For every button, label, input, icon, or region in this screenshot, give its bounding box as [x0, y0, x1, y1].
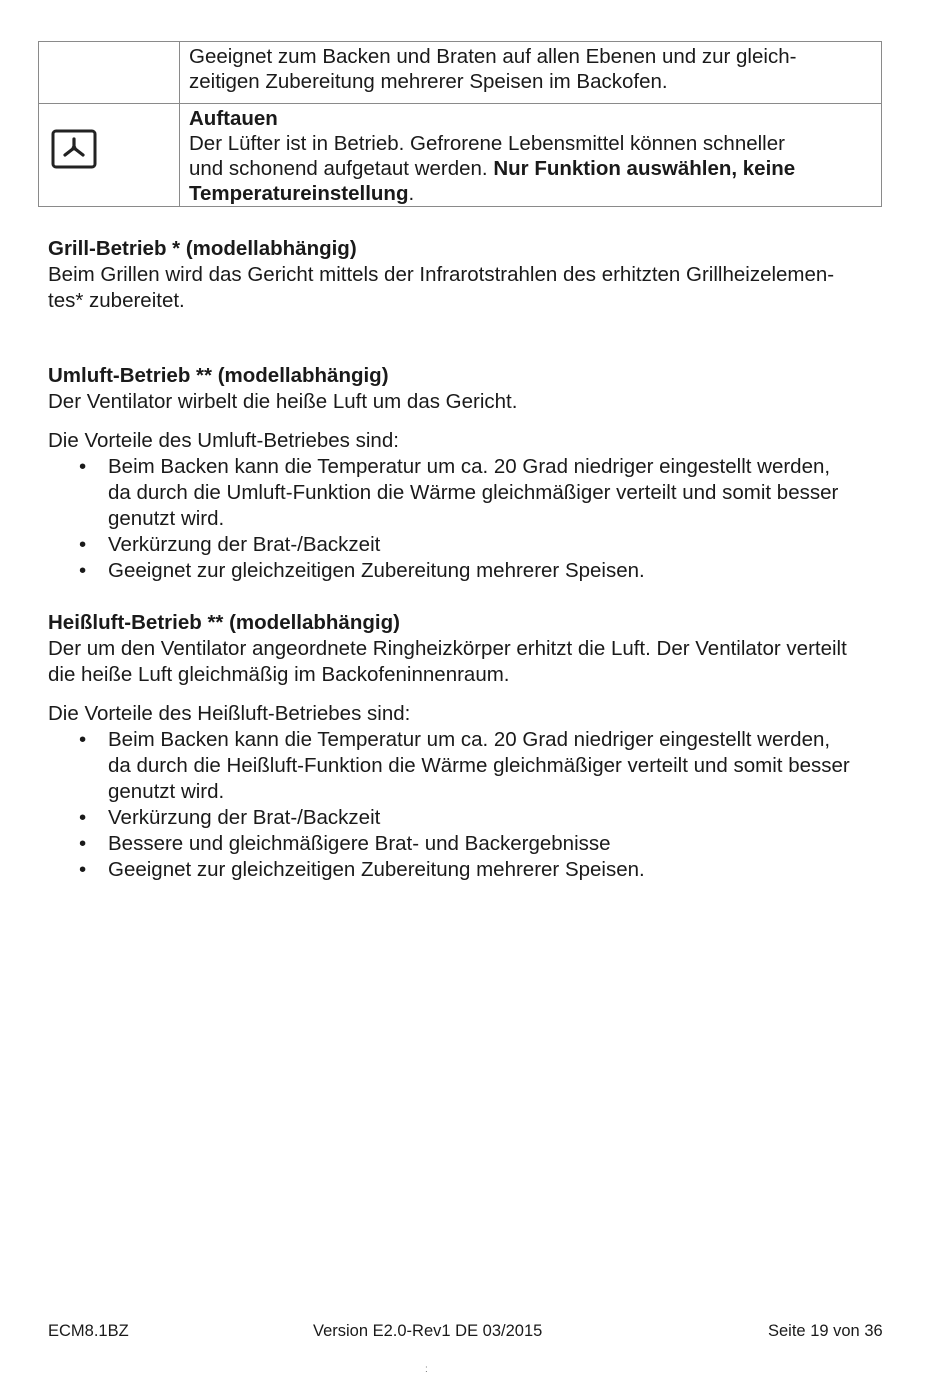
list-item: • Geeignet zur gleichzeitigen Zubereitung mehrerer Speisen.	[79, 858, 645, 881]
bullet: •	[79, 858, 87, 881]
paragraph-line: Der um den Ventilator angeordnete Ringheizkörper erhitzt die Luft. Der Ventilator verteilt	[48, 637, 847, 660]
bullet: •	[79, 455, 87, 478]
list-intro: Die Vorteile des Heißluft-Betriebes sind:	[48, 702, 411, 725]
icon-cell	[39, 104, 180, 207]
bullet: •	[79, 559, 87, 582]
icon-cell-empty	[39, 42, 180, 104]
heissluft-section	[48, 610, 913, 883]
list-item: • Geeignet zur gleichzeitigen Zubereitung mehrerer Speisen.	[79, 559, 645, 582]
row2-text: und schonend aufgetaut werden.	[189, 157, 488, 180]
umluft-section	[48, 363, 913, 584]
paragraph-line: Der Ventilator wirbelt die heiße Luft um das Gericht.	[48, 390, 518, 413]
function-table	[38, 41, 882, 207]
advantages-list	[48, 727, 913, 883]
paragraph-line: Beim Grillen wird das Gericht mittels der Infrarotstrahlen des erhitzten Grillheizelemen-	[48, 263, 835, 286]
footer-model: ECM8.1BZ	[48, 1322, 129, 1340]
row1-line: Geeignet zum Backen und Braten auf allen Ebenen und zur gleich-	[189, 45, 797, 68]
footer-version: Version E2.0-Rev1 DE 03/2015	[313, 1322, 543, 1340]
table-row	[39, 104, 882, 207]
row2-text: Der Lüfter ist in Betrieb. Gefrorene Lebensmittel können schneller	[189, 132, 785, 155]
table-row	[39, 42, 882, 104]
row2-period: .	[408, 182, 415, 205]
footer-tick-mark: :	[425, 1364, 428, 1375]
row1-line: zeitigen Zubereitung mehrerer Speisen im Backofen.	[189, 70, 668, 93]
section-heading: Grill-Betrieb * (modellabhängig)	[48, 237, 357, 260]
section-heading: Umluft-Betrieb ** (modellabhängig)	[48, 364, 389, 387]
bullet: •	[79, 728, 87, 751]
grill-section	[48, 236, 913, 314]
fan-icon	[51, 129, 97, 169]
paragraph-line: tes* zubereitet.	[48, 289, 185, 312]
section-heading: Heißluft-Betrieb ** (modellabhängig)	[48, 611, 400, 634]
bullet: •	[79, 533, 87, 556]
row2-title: Auftauen	[189, 107, 278, 130]
list-item: • Verkürzung der Brat-/Backzeit	[79, 533, 381, 556]
list-item: • Beim Backen kann die Temperatur um ca. 20 Grad niedriger eingestellt werden, da durch die Heißluft-Funktion die Wärme gleichmäßiger verteilt und somit besser genutzt wird.	[79, 728, 850, 803]
row1-description	[180, 42, 882, 104]
footer-page-number: Seite 19 von 36	[768, 1322, 883, 1340]
list-item: • Beim Backen kann die Temperatur um ca. 20 Grad niedriger eingestellt werden, da durch die Umluft-Funktion die Wärme gleichmäßiger verteilt und somit besser genutzt wird.	[79, 455, 839, 530]
paragraph-line: die heiße Luft gleichmäßig im Backofeninnenraum.	[48, 663, 510, 686]
list-item: • Bessere und gleichmäßigere Brat- und Backergebnisse	[79, 832, 611, 855]
row2-bold-text: Nur Funktion auswählen, keine	[493, 157, 796, 180]
list-intro: Die Vorteile des Umluft-Betriebes sind:	[48, 429, 399, 452]
row2-bold-text: Temperatureinstellung	[189, 182, 409, 205]
bullet: •	[79, 832, 87, 855]
bullet: •	[79, 806, 87, 829]
row2-description	[180, 104, 882, 207]
advantages-list	[48, 454, 913, 584]
list-item: • Verkürzung der Brat-/Backzeit	[79, 806, 381, 829]
